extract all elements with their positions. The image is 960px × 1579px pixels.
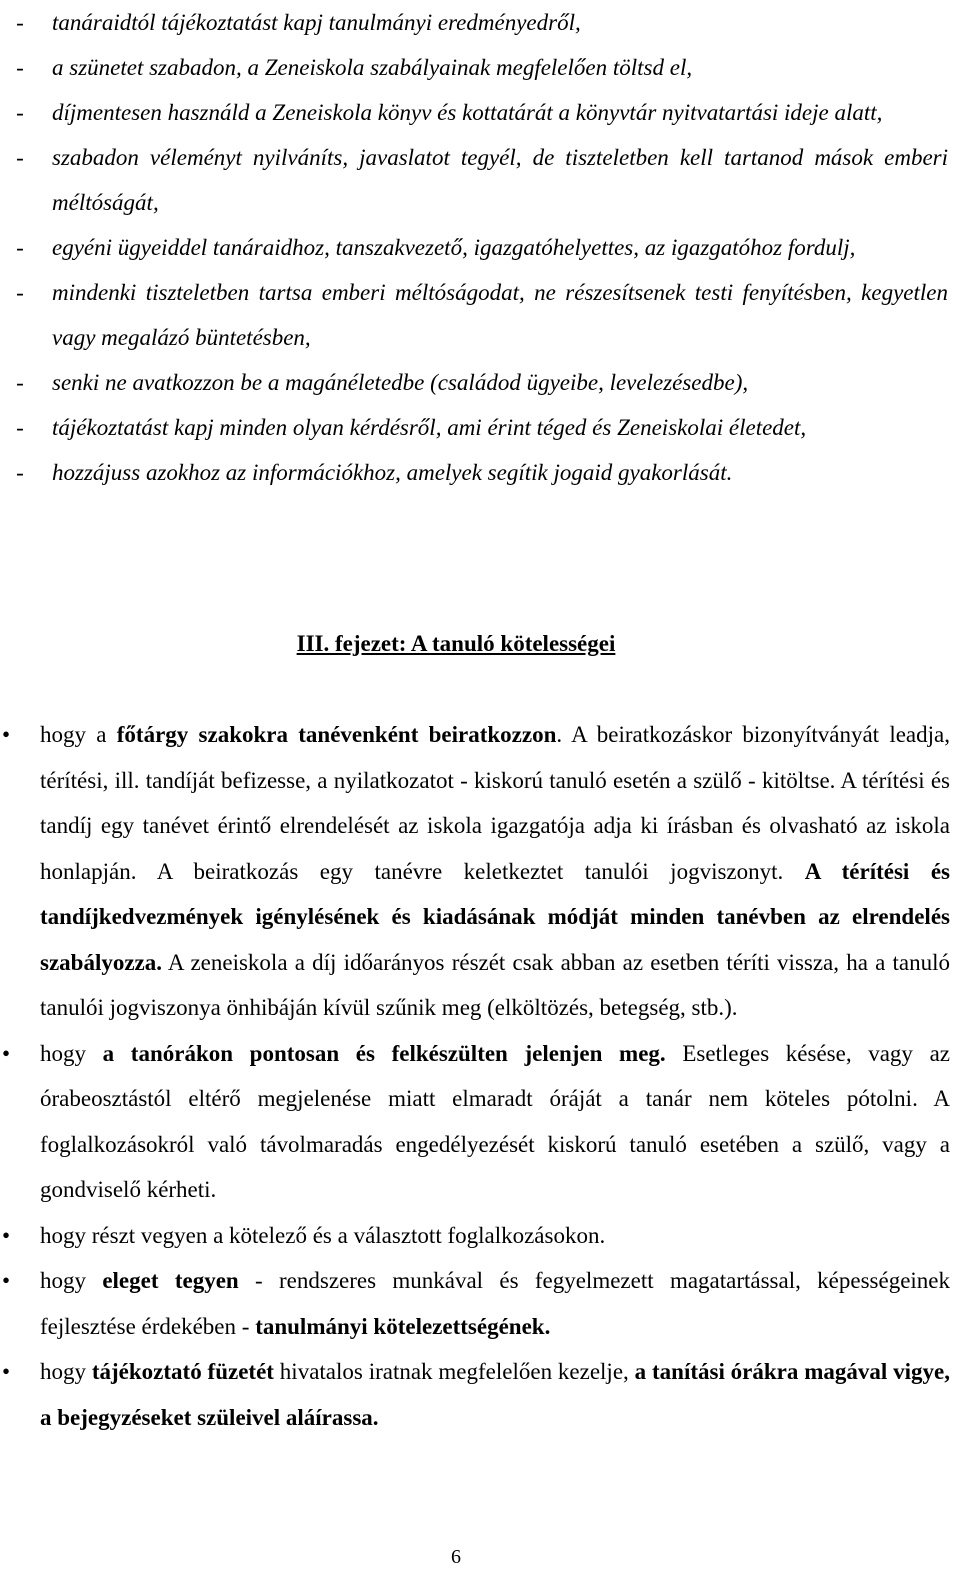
list-item-text (40, 1349, 950, 1440)
dash-marker: - (16, 280, 24, 305)
text-span: - rendszeres munkával és fegyelmezett magatartással, képességeinek fejlesztése érdekében - (40, 1268, 951, 1339)
rights-list (0, 0, 960, 495)
text-span: hogy (40, 1040, 103, 1066)
text-span: hogy a (40, 722, 117, 747)
list-item (0, 90, 960, 135)
chapter-heading: III. fejezet: A tanuló kötelességei (296, 631, 616, 656)
bullet-icon: • (1, 1222, 11, 1248)
text-span: Esetleges késése, vagy az órabeosztástól eltérő megjelenése miatt elmaradt óráját a tanár nem köteles pótolni. A foglalkozásokról való távolmaradás engedélyezését kiskorú tanuló esetében a szülő, vagy a gondviselő kérheti. (40, 1040, 950, 1202)
bold-text: a tanórákon pontosan és felkészülten jelenjen meg. (102, 1040, 666, 1066)
text-span: hogy (40, 1268, 103, 1293)
text-span: hogy részt vegyen a kötelező és a választott foglalkozásokon. (40, 1222, 606, 1248)
bold-text: főtárgy szakokra tanévenként beiratkozzon (116, 722, 557, 747)
list-item-text: hozzájuss azokhoz az információkhoz, amelyek segítik jogaid gyakorlását. (52, 460, 733, 485)
dash-marker: - (16, 235, 24, 260)
bullet-icon: • (1, 1040, 11, 1066)
bullet-icon: • (1, 1268, 11, 1293)
list-item (0, 1213, 960, 1259)
text-span: hogy (40, 1359, 92, 1384)
dash-marker: - (16, 100, 24, 125)
list-item-text: díjmentesen használd a Zeneiskola könyv és kottatárát a könyvtár nyitvatartási ideje alatt, (52, 100, 883, 125)
bold-text: eleget tegyen (102, 1268, 239, 1293)
list-item-text: senki ne avatkozzon be a magánéletedbe (családod ügyeibe, levelezésedbe), (52, 370, 749, 395)
dash-marker: - (16, 370, 24, 395)
text-span: . A beiratkozáskor bizonyítványát leadja, térítési, ill. tandíját befizesse, a nyilatkozatot - kiskorú tanuló esetén a szülő - kitöltse. A térítési és tandíj egy tanévet érintő elrendelését az iskola igazgatója adja ki írásban és olvasható az iskola honlapján. A beiratkozás egy tanévre keletkeztet tanulói jogviszonyt. (40, 722, 950, 884)
list-item (0, 45, 960, 90)
bold-text: A térítési és tandíjkedvezmények igénylésének és kiadásának módját minden tanévben az elrendelés szabályozza. (40, 858, 950, 975)
list-item (0, 450, 960, 495)
dash-marker: - (16, 145, 24, 170)
list-item (0, 270, 960, 360)
list-item (0, 1349, 960, 1440)
list-item-text: tanáraidtól tájékoztatást kapj tanulmányi eredményedről, (52, 10, 581, 35)
dash-marker: - (16, 460, 24, 485)
bold-text: tájékoztató füzetét (91, 1359, 274, 1384)
list-item-text: egyéni ügyeiddel tanáraidhoz, tanszakvezető, igazgatóhelyettes, az igazgatóhoz fordulj, (52, 235, 856, 260)
list-item-text: szabadon véleményt nyilváníts, javaslatot tegyél, de tiszteletben kell tartanod mások emberi méltóságát, (52, 145, 948, 215)
list-item-text (40, 1213, 950, 1259)
list-item (0, 1258, 960, 1349)
list-item (0, 225, 960, 270)
list-item (0, 135, 960, 225)
page-number: 6 (451, 1546, 461, 1568)
bold-text: a tanítási órákra magával vigye, a bejegyzéseket szüleivel aláírassa. (40, 1359, 950, 1430)
list-item-text: a szünetet szabadon, a Zeneiskola szabályainak megfelelően töltsd el, (52, 55, 693, 80)
dash-marker: - (16, 55, 24, 80)
list-item (0, 405, 960, 450)
list-item (0, 1031, 960, 1213)
list-item-text (40, 712, 950, 1031)
text-span: A zeneiskola a díj időarányos részét csak abban az esetben téríti vissza, ha a tanuló tanulói jogviszonya önhibáján kívül szűnik meg (elköltözés, betegség, stb.). (40, 949, 950, 1020)
list-item-text: tájékoztatást kapj minden olyan kérdésről, ami érint téged és Zeneiskolai életedet, (52, 415, 807, 440)
text-span: hivatalos iratnak megfelelően kezelje, (273, 1359, 635, 1384)
dash-marker: - (16, 415, 24, 440)
bullet-icon: • (1, 722, 11, 747)
list-item (0, 0, 960, 45)
list-item-text (40, 1031, 950, 1213)
duties-list (0, 712, 960, 1440)
list-item (0, 712, 960, 1031)
list-item-text: mindenki tiszteletben tartsa emberi méltóságodat, ne részesítsenek testi fenyítésben, kegyetlen vagy megalázó büntetésben, (52, 280, 948, 350)
bold-text: tanulmányi kötelezettségének. (255, 1313, 551, 1339)
dash-marker: - (16, 10, 24, 35)
list-item (0, 360, 960, 405)
list-item-text (40, 1258, 950, 1349)
bullet-icon: • (1, 1359, 11, 1384)
